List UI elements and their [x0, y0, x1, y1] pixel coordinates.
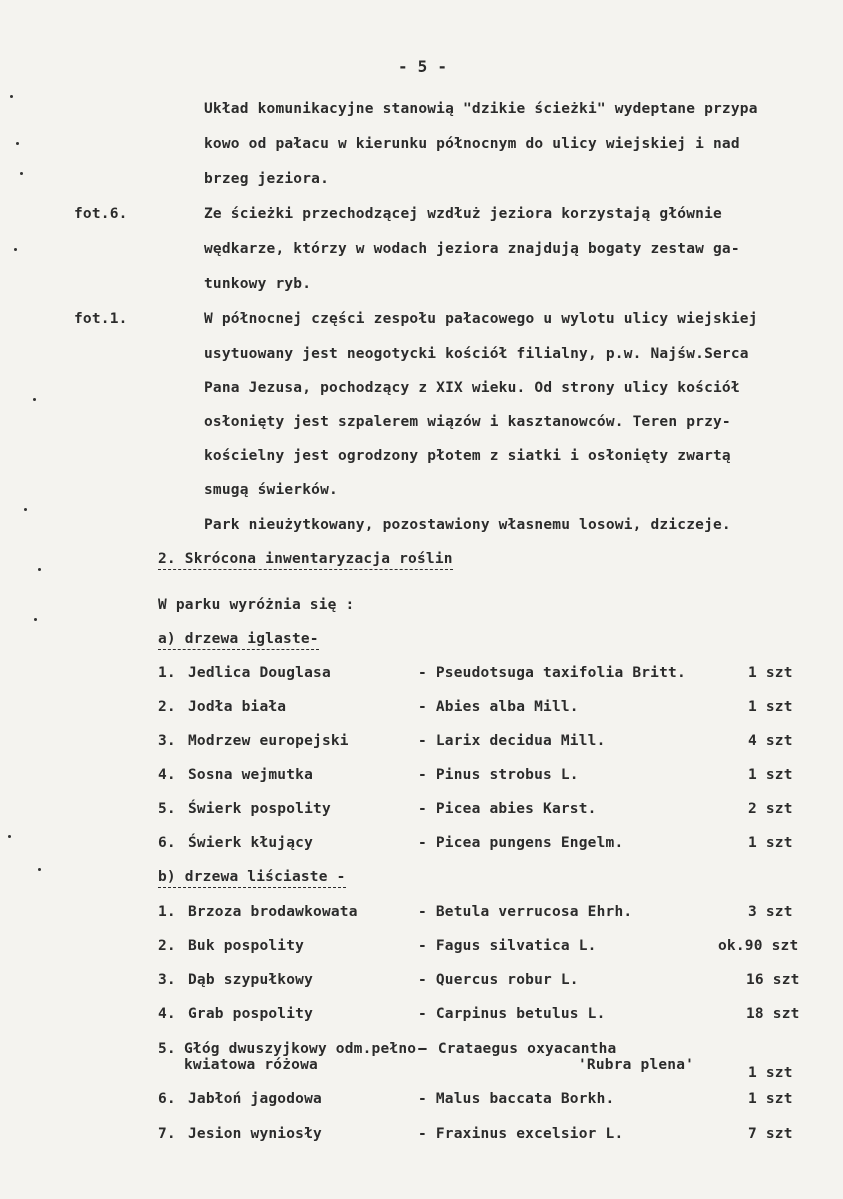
page-number: - 5 -	[398, 57, 448, 76]
list-item-num: 3.	[158, 972, 176, 988]
intro-text: W parku wyróżnia się :	[158, 597, 355, 613]
list-item-name: Buk pospolity	[188, 938, 305, 954]
paragraph-line: wędkarze, którzy w wodach jeziora znajdują bogaty zestaw ga-	[204, 241, 740, 257]
list-item-latin: - Abies alba Mill.	[418, 699, 579, 715]
paragraph-line: Ze ścieżki przechodzącej wzdłuż jeziora korzystają głównie	[204, 206, 722, 222]
paragraph-line: tunkowy ryb.	[204, 276, 312, 292]
margin-dot	[20, 172, 23, 175]
list-item-latin-cont: 'Rubra plena'	[578, 1057, 695, 1073]
list-item-num: 1.	[158, 904, 176, 920]
list-item-name: Jodła biała	[188, 699, 287, 715]
list-item-qty: 1 szt	[748, 665, 793, 681]
list-item-num: 4.	[158, 1006, 176, 1022]
list-item-qty: 1 szt	[748, 1065, 793, 1081]
list-item-name-cont: kwiatowa różowa	[184, 1057, 318, 1073]
margin-dot	[38, 868, 41, 871]
list-item-latin: - Picea abies Karst.	[418, 801, 597, 817]
list-item-name: Grab pospolity	[188, 1006, 314, 1022]
list-item-qty: 7 szt	[748, 1126, 793, 1142]
section-heading: 2. Skrócona inwentaryzacja roślin	[158, 550, 453, 570]
margin-dot	[38, 568, 41, 571]
margin-dot	[16, 142, 19, 145]
paragraph-line: Układ komunikacyjne stanowią "dzikie ścieżki" wydeptane przypa	[204, 101, 758, 117]
paragraph-line: kowo od pałacu w kierunku północnym do ulicy wiejskiej i nad	[204, 136, 740, 152]
list-item-qty: ok.90 szt	[718, 938, 799, 954]
paragraph-line: smugą świerków.	[204, 482, 338, 498]
list-item-name: Modrzew europejski	[188, 733, 349, 749]
list-item-num: 5.	[158, 801, 176, 817]
list-item-num: 1.	[158, 665, 176, 681]
list-item-latin: - Fraxinus excelsior L.	[418, 1126, 624, 1142]
list-item-name: Sosna wejmutka	[188, 767, 314, 783]
list-item-num: 3.	[158, 733, 176, 749]
list-item-num: 6.	[158, 835, 176, 851]
list-item-name: Dąb szypułkowy	[188, 972, 314, 988]
list-item-name: Jedlica Douglasa	[188, 665, 331, 681]
paragraph-line: usytuowany jest neogotycki kościół filialny, p.w. Najśw.Serca	[204, 346, 749, 362]
list-item-latin: - Picea pungens Engelm.	[418, 835, 624, 851]
subheading-deciduous: b) drzewa liściaste -	[158, 868, 346, 888]
list-item-num: 4.	[158, 767, 176, 783]
margin-dot	[34, 618, 37, 621]
list-item-name: Świerk kłujący	[188, 835, 314, 851]
paragraph-line: W północnej części zespołu pałacowego u wylotu ulicy wiejskiej	[204, 311, 758, 327]
margin-dot	[24, 508, 27, 511]
list-item-latin: - Pinus strobus L.	[418, 767, 579, 783]
margin-dot	[10, 95, 13, 98]
list-item-qty: 1 szt	[748, 767, 793, 783]
list-item-latin: - Betula verrucosa Ehrh.	[418, 904, 633, 920]
photo-reference: fot.6.	[74, 206, 128, 222]
list-item-latin: - Quercus robur L.	[418, 972, 579, 988]
margin-dot	[8, 835, 11, 838]
list-item-latin: - Malus baccata Borkh.	[418, 1091, 615, 1107]
list-item-latin: - Fagus silvatica L.	[418, 938, 597, 954]
paragraph-line: Park nieużytkowany, pozostawiony własnemu losowi, dziczeje.	[204, 517, 731, 533]
list-item-qty: 4 szt	[748, 733, 793, 749]
list-item-name: Brzoza brodawkowata	[188, 904, 358, 920]
subheading-conifers: a) drzewa iglaste-	[158, 630, 319, 650]
list-item-num: 6.	[158, 1091, 176, 1107]
list-item-qty: 1 szt	[748, 699, 793, 715]
margin-dot	[33, 398, 36, 401]
list-item-latin: - Larix decidua Mill.	[418, 733, 606, 749]
list-item-qty: 18 szt	[746, 1006, 800, 1022]
paragraph-line: Pana Jezusa, pochodzący z XIX wieku. Od strony ulicy kościół	[204, 380, 740, 396]
list-item-qty: 3 szt	[748, 904, 793, 920]
photo-reference: fot.1.	[74, 311, 128, 327]
list-item-name: Jesion wyniosły	[188, 1126, 322, 1142]
list-item-qty: 1 szt	[748, 835, 793, 851]
list-item-name: Jabłoń jagodowa	[188, 1091, 322, 1107]
paragraph-line: osłonięty jest szpalerem wiązów i kasztanowców. Teren przy-	[204, 414, 731, 430]
list-item-num: 7.	[158, 1126, 176, 1142]
list-item-num: 5.	[158, 1041, 176, 1057]
list-item-latin: - Carpinus betulus L.	[418, 1006, 606, 1022]
list-item-num: 2.	[158, 699, 176, 715]
list-item-latin: - Pseudotsuga taxifolia Britt.	[418, 665, 686, 681]
list-item-num: 2.	[158, 938, 176, 954]
margin-dot	[14, 248, 17, 251]
list-item-name: Głóg dwuszyjkowy odm.pełno-	[184, 1041, 426, 1057]
list-item-name: Świerk pospolity	[188, 801, 331, 817]
paragraph-line: brzeg jeziora.	[204, 171, 330, 187]
list-item-qty: 1 szt	[748, 1091, 793, 1107]
list-item-qty: 2 szt	[748, 801, 793, 817]
list-item-latin: - Crataegus oxyacantha	[420, 1041, 617, 1057]
list-item-qty: 16 szt	[746, 972, 800, 988]
paragraph-line: kościelny jest ogrodzony płotem z siatki i osłonięty zwartą	[204, 448, 731, 464]
